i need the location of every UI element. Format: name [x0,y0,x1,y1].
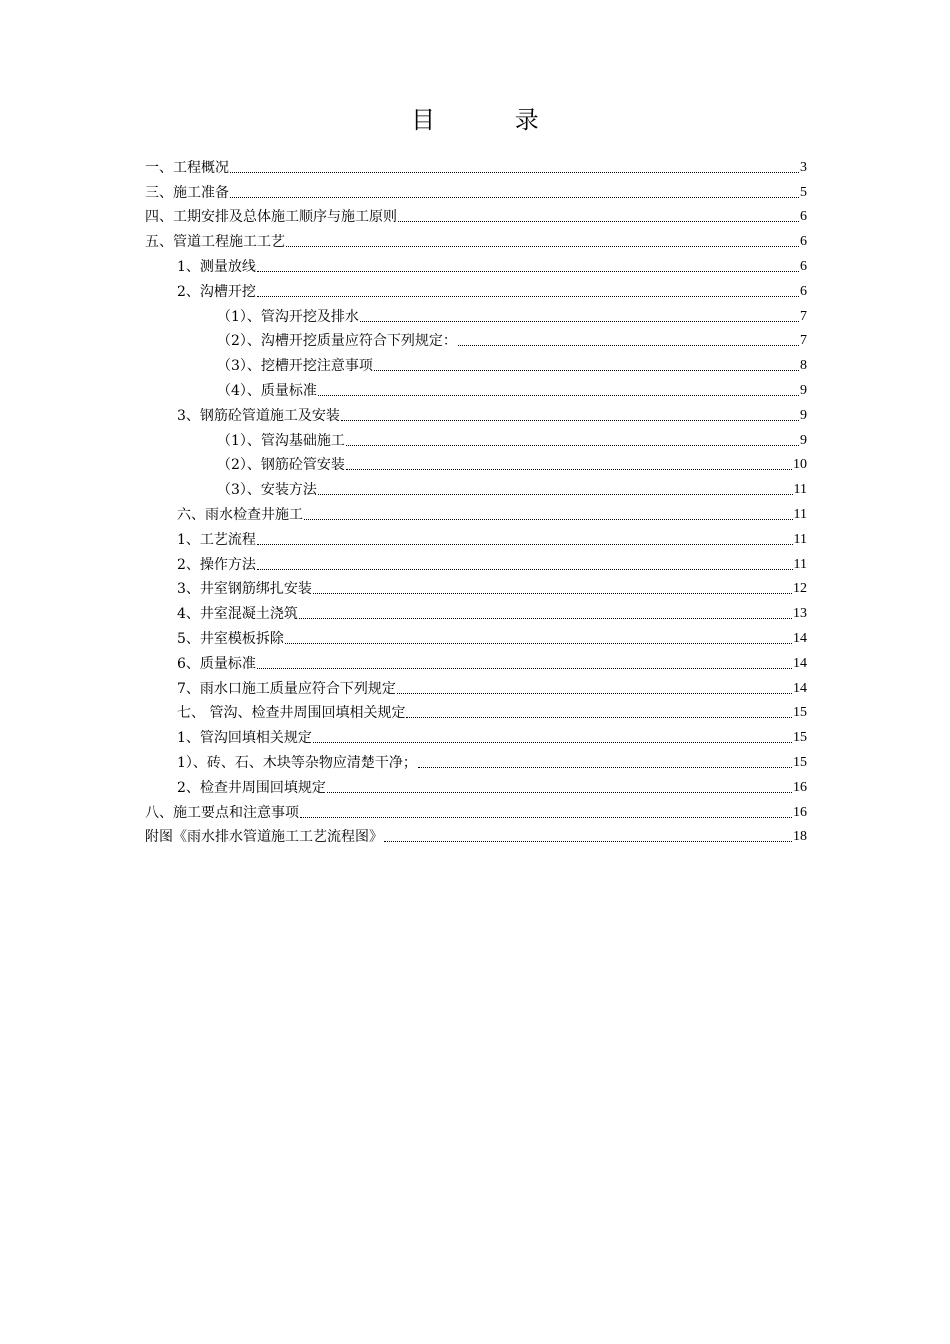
toc-entry[interactable] [145,822,807,847]
toc-entry-page: 9 [800,407,807,423]
toc-entry-page: 11 [793,482,807,498]
toc-entry-label: 1）、砖、石、木块等杂物应清楚干净； [177,754,417,771]
toc-entry[interactable] [145,350,807,375]
toc-entry[interactable] [145,549,807,574]
toc-entry[interactable] [145,524,807,549]
toc-entry-page: 7 [800,333,807,349]
toc-entry-page: 12 [793,581,807,597]
toc-entry-page: 16 [793,779,807,795]
toc-entry[interactable] [145,276,807,301]
toc-entry[interactable] [145,797,807,822]
toc-entry-page: 8 [800,358,807,374]
toc-dot-leader [257,668,792,669]
toc-entry-page: 15 [793,730,807,746]
toc-entry-page: 6 [800,234,807,250]
toc-entry-page: 6 [800,209,807,225]
toc-entry-label: （1）、管沟基础施工 [217,432,345,449]
toc-entry-label: 1、管沟回填相关规定 [177,730,312,747]
toc-entry[interactable] [145,747,807,772]
toc-entry[interactable] [145,499,807,524]
toc-entry-page: 13 [793,606,807,622]
toc-dot-leader [341,420,799,421]
toc-dot-leader [458,345,799,346]
toc-dot-leader [327,792,792,793]
toc-dot-leader [299,618,792,619]
toc-list [145,152,807,846]
toc-entry[interactable] [145,698,807,723]
toc-entry[interactable] [145,722,807,747]
toc-entry-page: 9 [800,382,807,398]
toc-entry[interactable] [145,772,807,797]
toc-dot-leader [257,271,799,272]
toc-entry[interactable] [145,177,807,202]
toc-entry[interactable] [145,226,807,251]
toc-title: 目 录 [411,106,575,134]
toc-entry-label: 1、测量放线 [177,258,256,275]
toc-entry-label: （4）、质量标准 [217,382,317,399]
toc-entry-label: 7、雨水口施工质量应符合下列规定 [177,680,396,697]
toc-entry-label: 八、施工要点和注意事项 [145,804,299,821]
toc-dot-leader [285,643,792,644]
toc-entry-page: 15 [793,754,807,770]
toc-entry-label: 1、工艺流程 [177,531,256,548]
toc-entry[interactable] [145,202,807,227]
toc-dot-leader [398,221,799,222]
toc-entry[interactable] [145,301,807,326]
toc-entry[interactable] [145,673,807,698]
toc-dot-leader [313,593,792,594]
toc-entry-page: 14 [793,655,807,671]
toc-entry-page: 7 [800,308,807,324]
toc-dot-leader [230,197,799,198]
toc-dot-leader [257,544,793,545]
toc-entry[interactable] [145,251,807,276]
toc-entry[interactable] [145,623,807,648]
toc-entry[interactable] [145,574,807,599]
toc-entry-page: 16 [793,804,807,820]
toc-dot-leader [418,767,792,768]
toc-dot-leader [313,742,792,743]
toc-entry-label: 一、工程概况 [145,159,229,176]
toc-entry-page: 5 [800,184,807,200]
toc-dot-leader [346,445,799,446]
toc-entry-page: 11 [793,531,807,547]
toc-entry-label: 3、井室钢筋绑扎安装 [177,581,312,598]
toc-entry-page: 9 [800,432,807,448]
toc-entry-label: 附图《雨水排水管道施工工艺流程图》 [145,829,383,846]
toc-entry[interactable] [145,648,807,673]
toc-entry[interactable] [145,474,807,499]
toc-dot-leader [304,519,793,520]
toc-entry-label: 五、管道工程施工工艺 [145,234,285,251]
toc-dot-leader [286,246,799,247]
toc-dot-leader [257,296,799,297]
toc-entry-page: 6 [800,283,807,299]
toc-entry-label: 6、质量标准 [177,655,256,672]
toc-entry-label: （3）、安装方法 [217,482,317,499]
toc-entry-label: 七、 管沟、检查井周围回填相关规定 [177,705,406,722]
toc-entry[interactable] [145,375,807,400]
toc-entry[interactable] [145,152,807,177]
toc-entry[interactable] [145,400,807,425]
toc-entry-label: 4、井室混凝土浇筑 [177,606,298,623]
toc-entry-label: 四、工期安排及总体施工顺序与施工原则 [145,209,397,226]
toc-entry-page: 14 [793,680,807,696]
toc-dot-leader [230,172,799,173]
toc-entry[interactable] [145,598,807,623]
toc-dot-leader [257,569,793,570]
toc-dot-leader [360,321,799,322]
toc-entry-page: 6 [800,258,807,274]
toc-dot-leader [346,469,792,470]
toc-entry[interactable] [145,326,807,351]
toc-entry-page: 14 [793,630,807,646]
toc-entry-label: （1）、管沟开挖及排水 [217,308,359,325]
toc-dot-leader [374,370,799,371]
toc-dot-leader [406,717,792,718]
toc-entry-label: 2、检查井周围回填规定 [177,779,326,796]
toc-entry-page: 11 [793,556,807,572]
toc-dot-leader [397,693,792,694]
toc-entry-label: （2）、沟槽开挖质量应符合下列规定： [217,333,457,350]
toc-entry-label: 3、钢筋砼管道施工及安装 [177,407,340,424]
toc-entry-label: 六、雨水检查井施工 [177,506,303,523]
toc-entry-label: 2、沟槽开挖 [177,283,256,300]
toc-entry-page: 10 [793,457,807,473]
toc-entry-label: 三、施工准备 [145,184,229,201]
toc-dot-leader [300,817,792,818]
toc-dot-leader [384,841,792,842]
toc-entry-label: 2、操作方法 [177,556,256,573]
toc-entry-label: （2）、钢筋砼管安装 [217,457,345,474]
toc-entry[interactable] [145,450,807,475]
toc-entry[interactable] [145,425,807,450]
toc-dot-leader [318,494,793,495]
toc-dot-leader [318,395,799,396]
toc-entry-page: 11 [793,506,807,522]
toc-entry-label: 5、井室模板拆除 [177,630,284,647]
toc-entry-label: （3）、挖槽开挖注意事项 [217,358,373,375]
toc-entry-page: 18 [793,829,807,845]
toc-entry-page: 3 [800,159,807,175]
toc-entry-page: 15 [793,705,807,721]
